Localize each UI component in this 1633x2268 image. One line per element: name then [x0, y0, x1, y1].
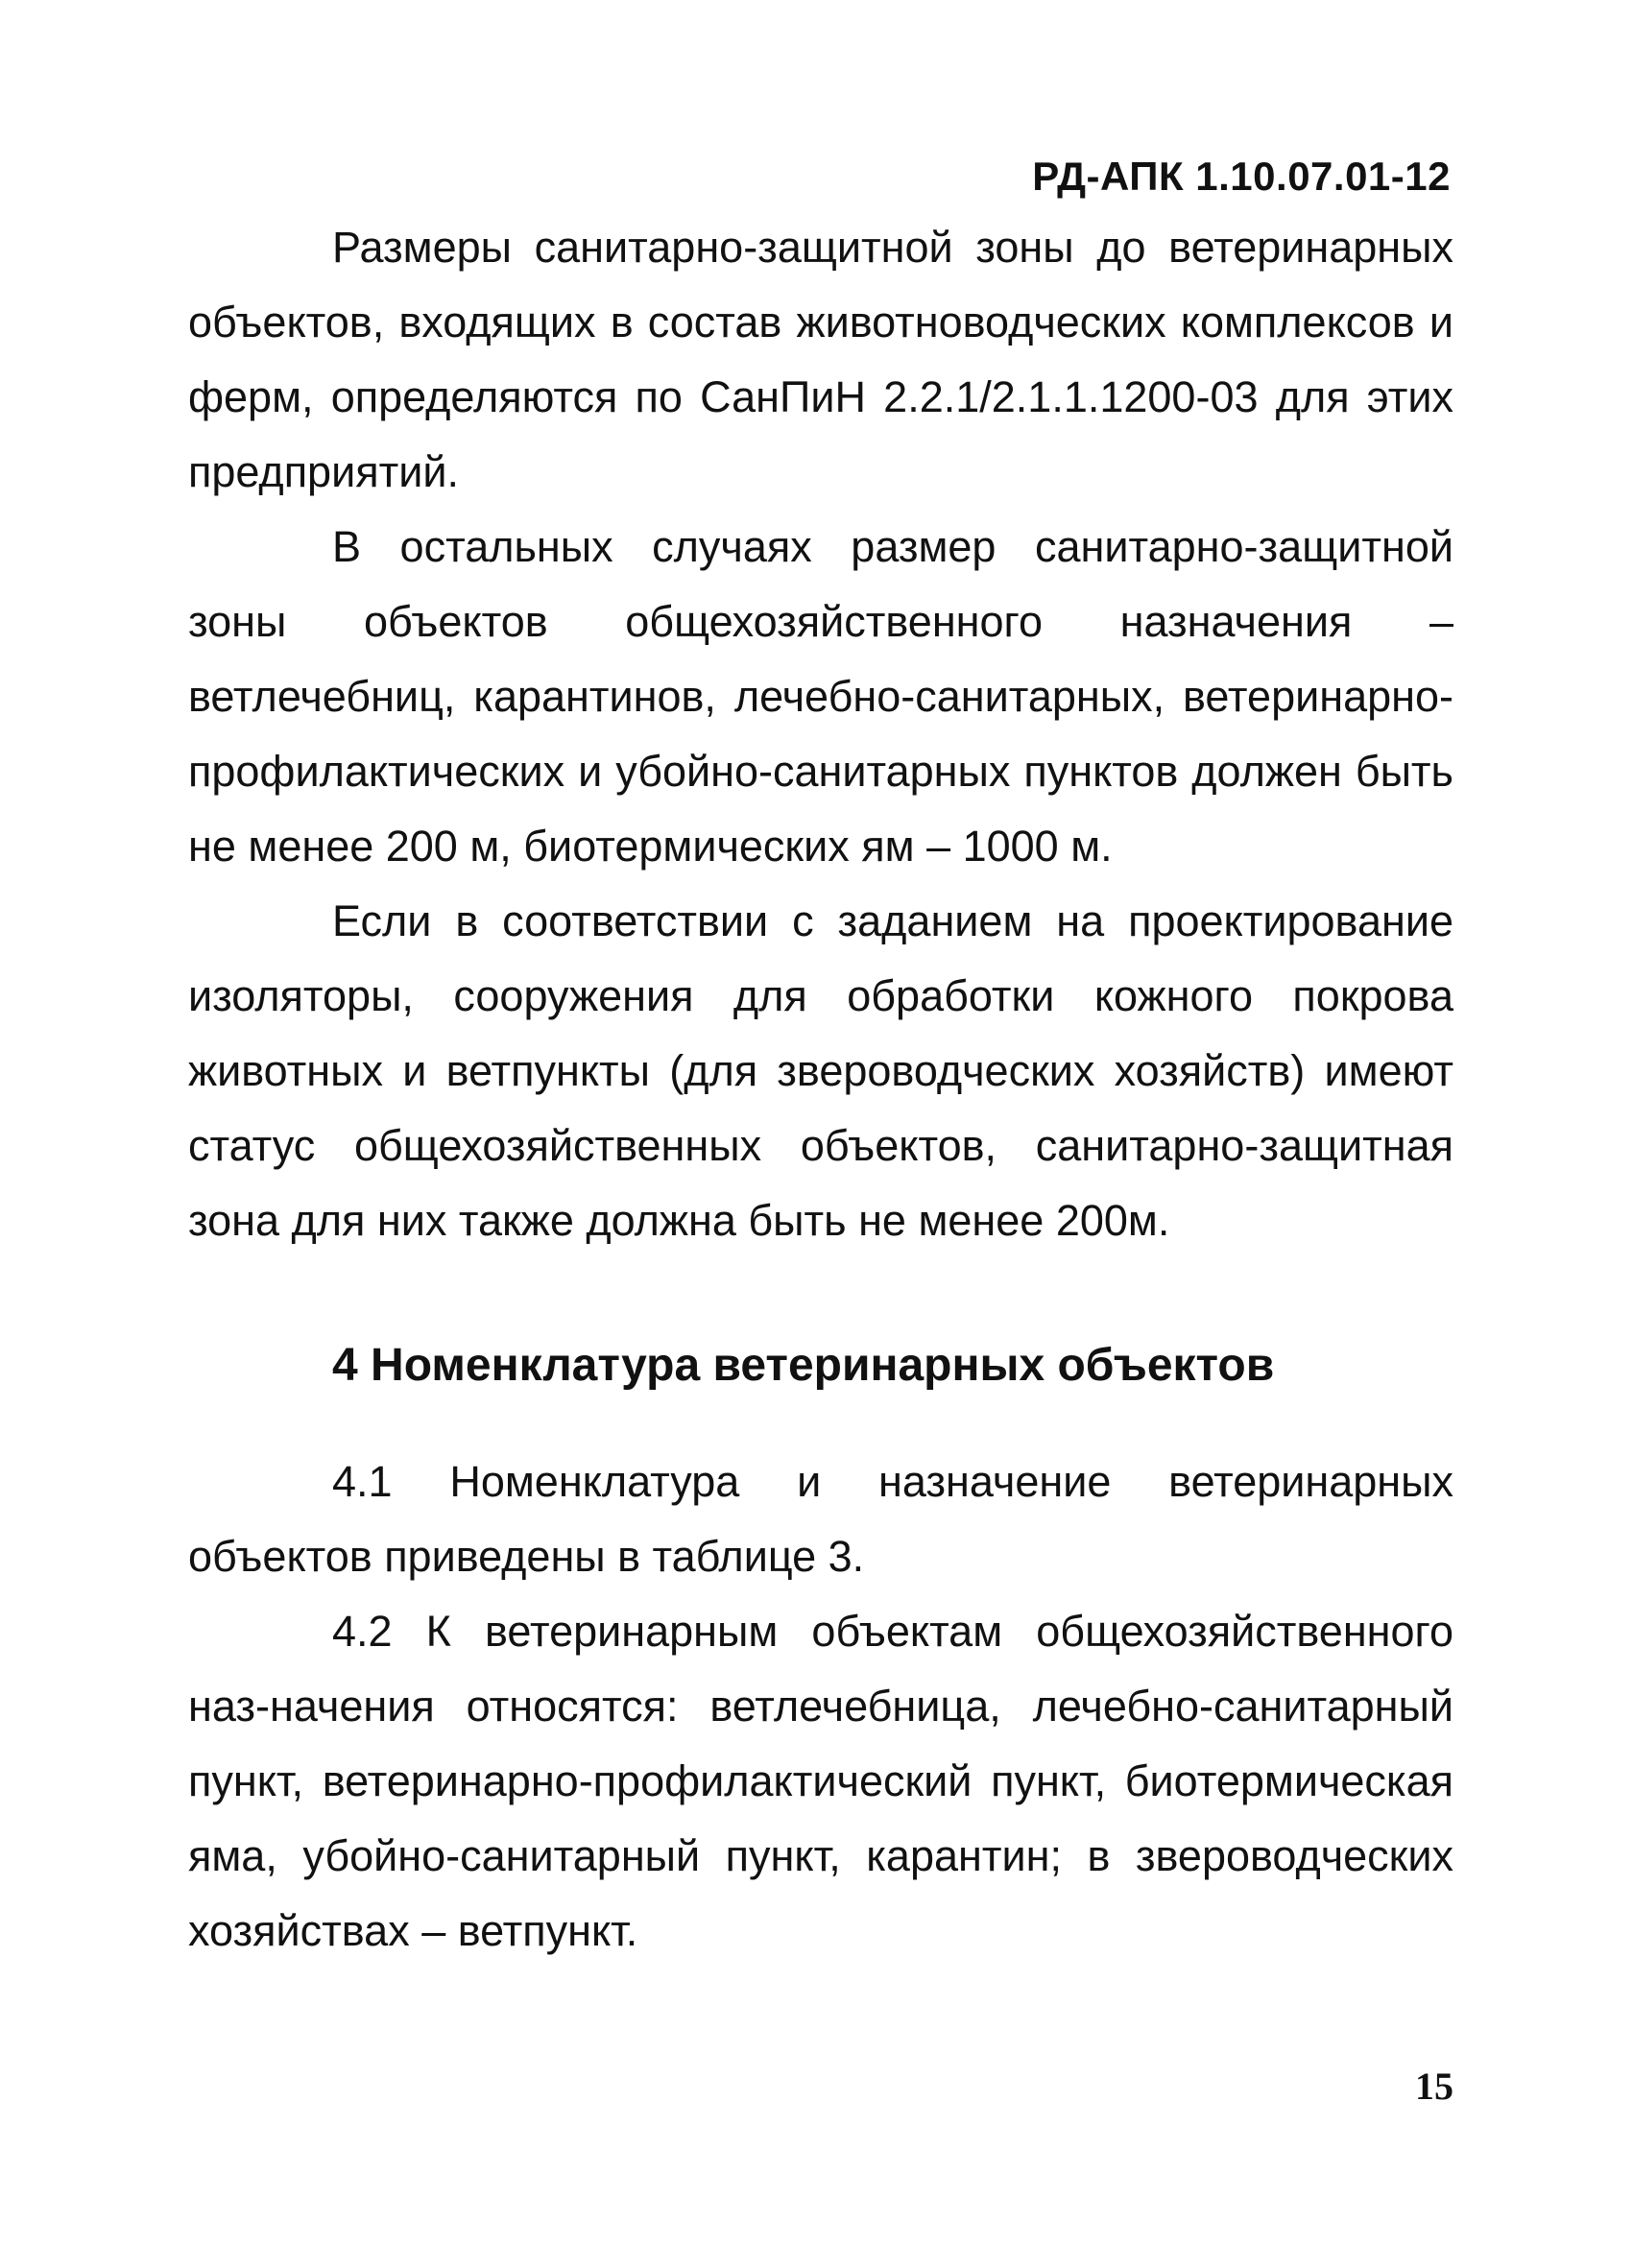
paragraph-4-1: 4.1 Номенклатура и назначение ветеринарных объектов приведены в таблице 3. [188, 1457, 1453, 1581]
section-heading: 4 Номенклатура ветеринарных объектов [332, 1340, 1275, 1391]
paragraph-sanitary-zone-general: В остальных случаях размер санитарно-защитной зоны объектов общехозяйственного назначения – ветлечебниц, карантинов, лечебно-санитарных, ветеринарно-профилактических и убойно-санитарных пунктов должен быть не менее 200 м, биотермических ям – 1000 м. [188, 522, 1453, 871]
paragraph-4-2: 4.2 К ветеринарным объектам общехозяйственного наз-начения относятся: ветлечебница, лечебно-санитарный пункт, ветеринарно-профилактический пункт, биотермическая яма, убойно-санитарный пункт, карантин; в звероводческих хозяйствах – ветпункт. [188, 1607, 1453, 1955]
paragraph-sanitary-zone-livestock: Размеры санитарно-защитной зоны до ветеринарных объектов, входящих в состав животноводческих комплексов и ферм, определяются по СанПиН 2.2.1/2.1.1.1200-03 для этих предприятий. [188, 223, 1453, 496]
paragraph-sanitary-zone-isolators: Если в соответствии с заданием на проектирование изоляторы, сооружения для обработки кожного покрова животных и ветпункты (для звероводческих хозяйств) имеют статус общехозяйственных объектов, санитарно-защитная зона для них также должна быть не менее 200м. [188, 896, 1453, 1245]
document-code: РД-АПК 1.10.07.01-12 [1032, 154, 1451, 199]
page-number: 15 [1415, 2065, 1453, 2108]
